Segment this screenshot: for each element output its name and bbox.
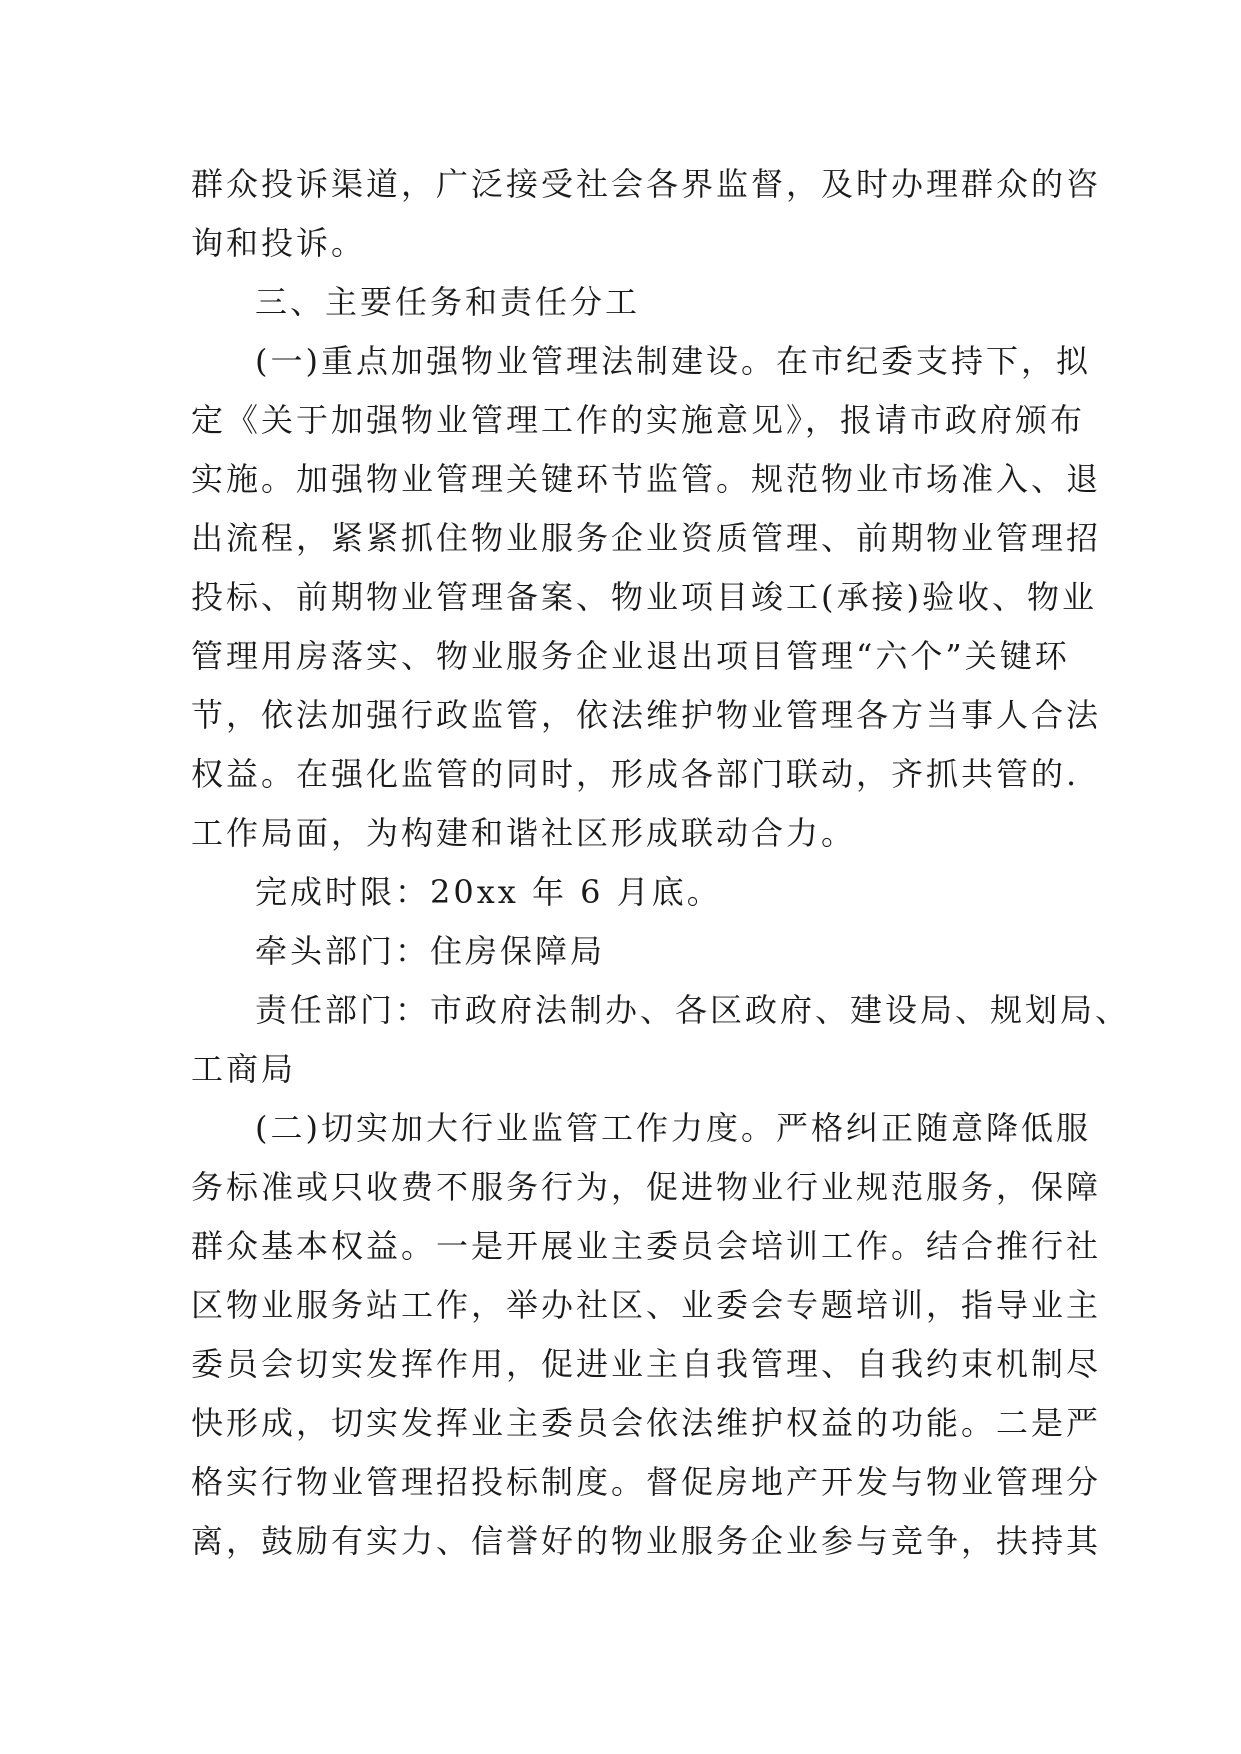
text-line: 出流程，紧紧抓住物业服务企业资质管理、前期物业管理招 bbox=[191, 519, 1102, 557]
text-line: 区物业服务站工作，举办社区、业委会专题培训，指导业主 bbox=[191, 1286, 1102, 1324]
text-line: 定《关于加强物业管理工作的实施意见》，报请市政府颁布 bbox=[191, 401, 1086, 439]
text-line: 询和投诉。 bbox=[191, 224, 367, 262]
text-line: 权益。在强化监管的同时，形成各部门联动，齐抓共管的. bbox=[191, 755, 1080, 793]
text-line: 实施。加强物业管理关键环节监管。规范物业市场准入、退 bbox=[191, 460, 1102, 498]
text-line: 管理用房落实、物业服务企业退出项目管理“六个”关键环 bbox=[191, 637, 1070, 675]
text-line: 格实行物业管理招投标制度。督促房地产开发与物业管理分 bbox=[191, 1463, 1102, 1501]
text-line: 快形成，切实发挥业主委员会依法维护权益的功能。二是严 bbox=[191, 1404, 1102, 1442]
text-line: 工作局面，为构建和谐社区形成联动合力。 bbox=[191, 814, 857, 852]
text-line: 群众投诉渠道，广泛接受社会各界监督，及时办理群众的咨 bbox=[191, 165, 1102, 203]
text-line: 委员会切实发挥作用，促进业主自我管理、自我约束机制尽 bbox=[191, 1345, 1102, 1383]
text-line: 牵头部门：住房保障局 bbox=[255, 932, 606, 970]
text-line: 节，依法加强行政监管，依法维护物业管理各方当事人合法 bbox=[191, 696, 1102, 734]
text-line: (一)重点加强物业管理法制建设。在市纪委支持下，拟 bbox=[255, 342, 1091, 380]
text-line: 投标、前期物业管理备案、物业项目竣工(承接)验收、物业 bbox=[191, 578, 1097, 616]
text-line: 三、主要任务和责任分工 bbox=[255, 283, 641, 321]
text-line: 完成时限：20xx 年 6 月底。 bbox=[255, 873, 722, 911]
text-line: 务标准或只收费不服务行为，促进物业行业规范服务，保障 bbox=[191, 1168, 1102, 1206]
body-text bbox=[191, 155, 1131, 1571]
text-line: (二)切实加大行业监管工作力度。严格纠正随意降低服 bbox=[255, 1109, 1091, 1147]
text-line: 责任部门：市政府法制办、各区政府、建设局、规划局、 bbox=[255, 991, 1131, 1029]
text-line: 离，鼓励有实力、信誉好的物业服务企业参与竞争，扶持其 bbox=[191, 1522, 1102, 1560]
text-line: 工商局 bbox=[191, 1050, 297, 1088]
text-line: 群众基本权益。一是开展业主委员会培训工作。结合推行社 bbox=[191, 1227, 1102, 1265]
